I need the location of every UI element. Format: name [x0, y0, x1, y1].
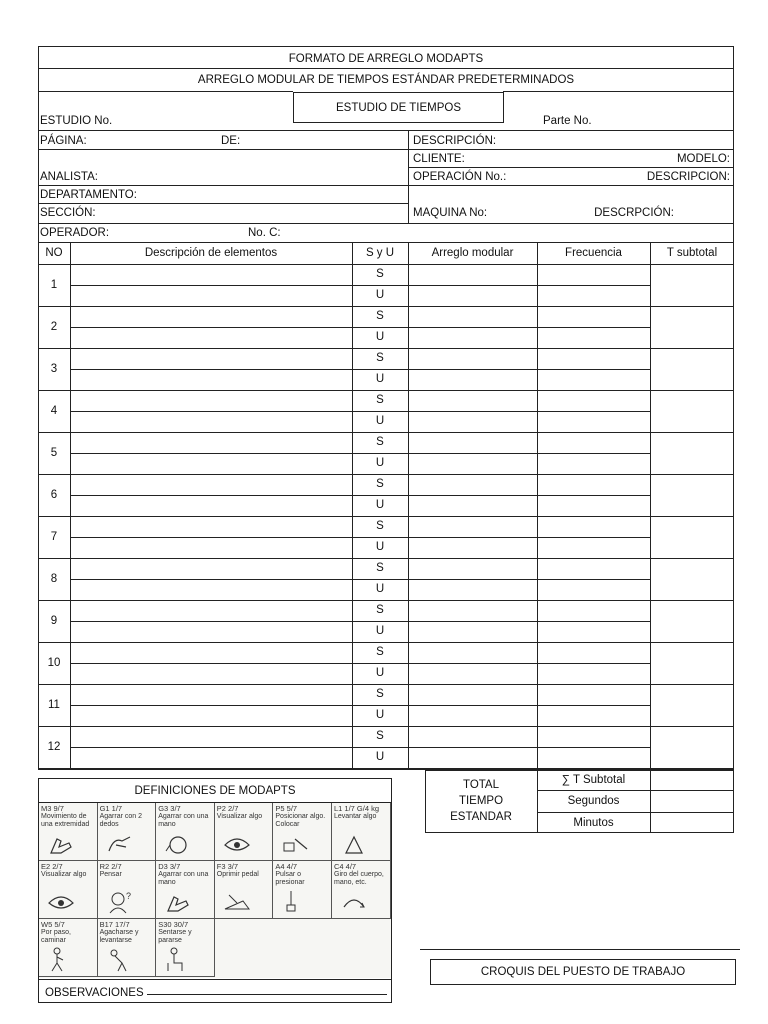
row-s-label: S — [376, 604, 384, 616]
row-s-label: S — [376, 268, 384, 280]
modapts-description: Posicionar algo. Colocar — [275, 813, 326, 828]
study-type-box — [293, 92, 504, 123]
modapts-code: B17 17/7 — [99, 920, 130, 929]
modapts-definition-cell — [98, 919, 157, 977]
croquis-separator — [420, 949, 740, 950]
row-number: 10 — [47, 657, 61, 669]
svg-text:?: ? — [125, 891, 131, 901]
modapts-code: M3 9/7 — [41, 804, 64, 813]
modapts-description: Agacharse y levantarse — [99, 929, 139, 944]
row-u-label: U — [375, 331, 385, 343]
pagina-label: PÁGINA: — [40, 135, 87, 147]
modapts-definition-cell — [215, 803, 274, 861]
modapts-description: Por paso, caminar — [41, 929, 71, 944]
parte-no-label: Parte No. — [543, 115, 592, 127]
row-u-label: U — [375, 415, 385, 427]
modapts-code: P5 5/7 — [275, 804, 298, 813]
row-u-label: U — [375, 667, 385, 679]
modapts-definition-cell — [39, 919, 98, 977]
modapts-description: Agarrar con una mano — [158, 871, 209, 886]
form-subtitle: ARREGLO MODULAR DE TIEMPOS ESTÁNDAR PREDETERMINADOS — [197, 74, 575, 86]
row-u-label: U — [375, 541, 385, 553]
row-number: 11 — [48, 699, 60, 711]
modapts-description: Giro del cuerpo, mano, etc. — [334, 871, 384, 886]
column-header: Frecuencia — [565, 247, 622, 259]
walk-icon — [47, 947, 75, 973]
modapts-code: R2 2/7 — [99, 862, 122, 871]
hand-icon — [47, 831, 75, 857]
row-s-label: S — [376, 352, 384, 364]
row-s-label: S — [376, 646, 384, 658]
column-header: Descripción de elementos — [144, 247, 278, 259]
row-s-label: S — [376, 436, 384, 448]
row-number: 8 — [50, 573, 58, 585]
modapts-code: G3 3/7 — [158, 804, 181, 813]
modapts-definition-cell — [156, 919, 215, 977]
column-header: T subtotal — [666, 247, 718, 259]
modapts-code: A4 4/7 — [275, 862, 298, 871]
row-s-label: S — [376, 478, 384, 490]
modapts-description: Agarrar con una mano — [158, 813, 209, 828]
modapts-description: Movimiento de una extremidad — [41, 813, 90, 828]
operador-label: OPERADOR: — [40, 227, 110, 239]
modapts-code: S30 30/7 — [158, 920, 189, 929]
modapts-description: Levantar algo — [334, 813, 377, 820]
row-u-label: U — [375, 289, 385, 301]
descripcion-label: DESCRIPCIÓN: — [413, 135, 497, 147]
weight-icon — [340, 831, 368, 857]
descripcion2-label: DESCRIPCION: — [646, 171, 730, 183]
modapts-definition-cell — [273, 803, 332, 861]
column-header: S y U — [365, 247, 395, 259]
row-s-label: S — [376, 520, 384, 532]
eye-icon — [47, 889, 75, 915]
row-number: 2 — [50, 321, 58, 333]
grasp-icon — [164, 831, 192, 857]
row-s-label: S — [376, 394, 384, 406]
modapts-code: E2 2/7 — [41, 862, 63, 871]
descripcion3-label: DESCRPCIÓN: — [594, 207, 674, 219]
modapts-description: Agarrar con 2 dedos — [99, 813, 143, 828]
row-s-label: S — [376, 730, 384, 742]
row-s-label: S — [376, 688, 384, 700]
modapts-description: Visualizar algo — [216, 813, 263, 820]
eye-icon — [223, 831, 251, 857]
estudio-no-label: ESTUDIO No. — [40, 115, 113, 127]
modapts-definition-cell — [156, 803, 215, 861]
row-u-label: U — [375, 499, 385, 511]
row-number: 12 — [47, 741, 61, 753]
head-icon — [106, 889, 134, 915]
total-label-line2: TIEMPO — [458, 795, 504, 807]
pedal-icon — [223, 889, 251, 915]
modapts-code: C4 4/7 — [334, 862, 357, 871]
row-u-label: U — [375, 583, 385, 595]
turn-icon — [340, 889, 368, 915]
analista-label: ANALISTA: — [40, 171, 98, 183]
sit-icon — [164, 947, 192, 973]
croquis-box — [430, 959, 736, 985]
row-u-label: U — [375, 709, 385, 721]
modapts-description: Oprimir pedal — [216, 871, 259, 878]
modapts-definition-cell — [98, 803, 157, 861]
modapts-definition-cell — [156, 861, 215, 919]
modelo-label: MODELO: — [676, 153, 730, 165]
fingers-icon — [106, 831, 134, 857]
modapts-definition-cell — [39, 861, 98, 919]
maquina-label: MAQUINA No: — [413, 207, 488, 219]
total-label-line1: TOTAL — [463, 779, 499, 791]
row-s-label: S — [376, 562, 384, 574]
modapts-description: Visualizar algo — [41, 871, 87, 878]
place-icon — [281, 831, 309, 857]
modapts-code: D3 3/7 — [158, 862, 181, 871]
minutes-label: Minutos — [573, 817, 614, 829]
row-number: 9 — [50, 615, 58, 627]
modapts-description: Sentarse y pararse — [158, 929, 192, 944]
modapts-definitions-figure — [39, 803, 391, 978]
modapts-definition-cell — [98, 861, 157, 919]
modapts-definition-cell — [332, 803, 391, 861]
modapts-definition-cell — [39, 803, 98, 861]
modapts-code: L1 1/7 G/4 kg — [334, 804, 380, 813]
row-number: 5 — [50, 447, 58, 459]
modapts-code: P2 2/7 — [216, 804, 239, 813]
modapts-definition-cell — [215, 861, 274, 919]
press-icon — [281, 889, 309, 915]
row-number: 3 — [50, 363, 58, 375]
row-u-label: U — [375, 751, 385, 763]
cliente-label: CLIENTE: — [413, 153, 465, 165]
croquis-label: CROQUIS DEL PUESTO DE TRABAJO — [480, 966, 686, 978]
row-number: 1 — [50, 279, 58, 291]
row-number: 7 — [50, 531, 58, 543]
column-header: Arreglo modular — [431, 247, 514, 259]
row-s-label: S — [376, 310, 384, 322]
modapts-definition-cell — [332, 861, 391, 919]
total-label-line3: ESTANDAR — [450, 811, 512, 823]
seconds-label: Segundos — [567, 795, 620, 807]
row-u-label: U — [375, 457, 385, 469]
modapts-description: Pulsar o presionar — [275, 871, 305, 886]
row-u-label: U — [375, 625, 385, 637]
row-u-label: U — [375, 373, 385, 385]
no-c-label: No. C: — [248, 227, 281, 239]
observaciones-label: OBSERVACIONES — [45, 987, 144, 999]
modapts-description: Pensar — [99, 871, 122, 878]
form-title: FORMATO DE ARREGLO MODAPTS — [288, 53, 484, 65]
hand-icon — [164, 889, 192, 915]
observaciones-line — [147, 994, 387, 995]
modapts-code: G1 1/7 — [99, 804, 123, 813]
modapts-code: W5 5/7 — [41, 920, 65, 929]
modapts-definition-cell — [273, 861, 332, 919]
study-type-label: ESTUDIO DE TIEMPOS — [335, 102, 462, 114]
column-header: NO — [45, 247, 63, 259]
modapts-code: F3 3/7 — [216, 862, 239, 871]
row-number: 4 — [50, 405, 58, 417]
bend-icon — [106, 947, 134, 973]
seccion-label: SECCIÓN: — [40, 207, 96, 219]
de-label: DE: — [221, 135, 241, 147]
definitions-title: DEFINICIONES DE MODAPTS — [134, 785, 296, 797]
departamento-label: DEPARTAMENTO: — [40, 189, 137, 201]
row-number: 6 — [50, 489, 58, 501]
operacion-label: OPERACIÓN No.: — [413, 171, 507, 183]
sum-subtotal-label: ∑ T Subtotal — [561, 774, 626, 786]
